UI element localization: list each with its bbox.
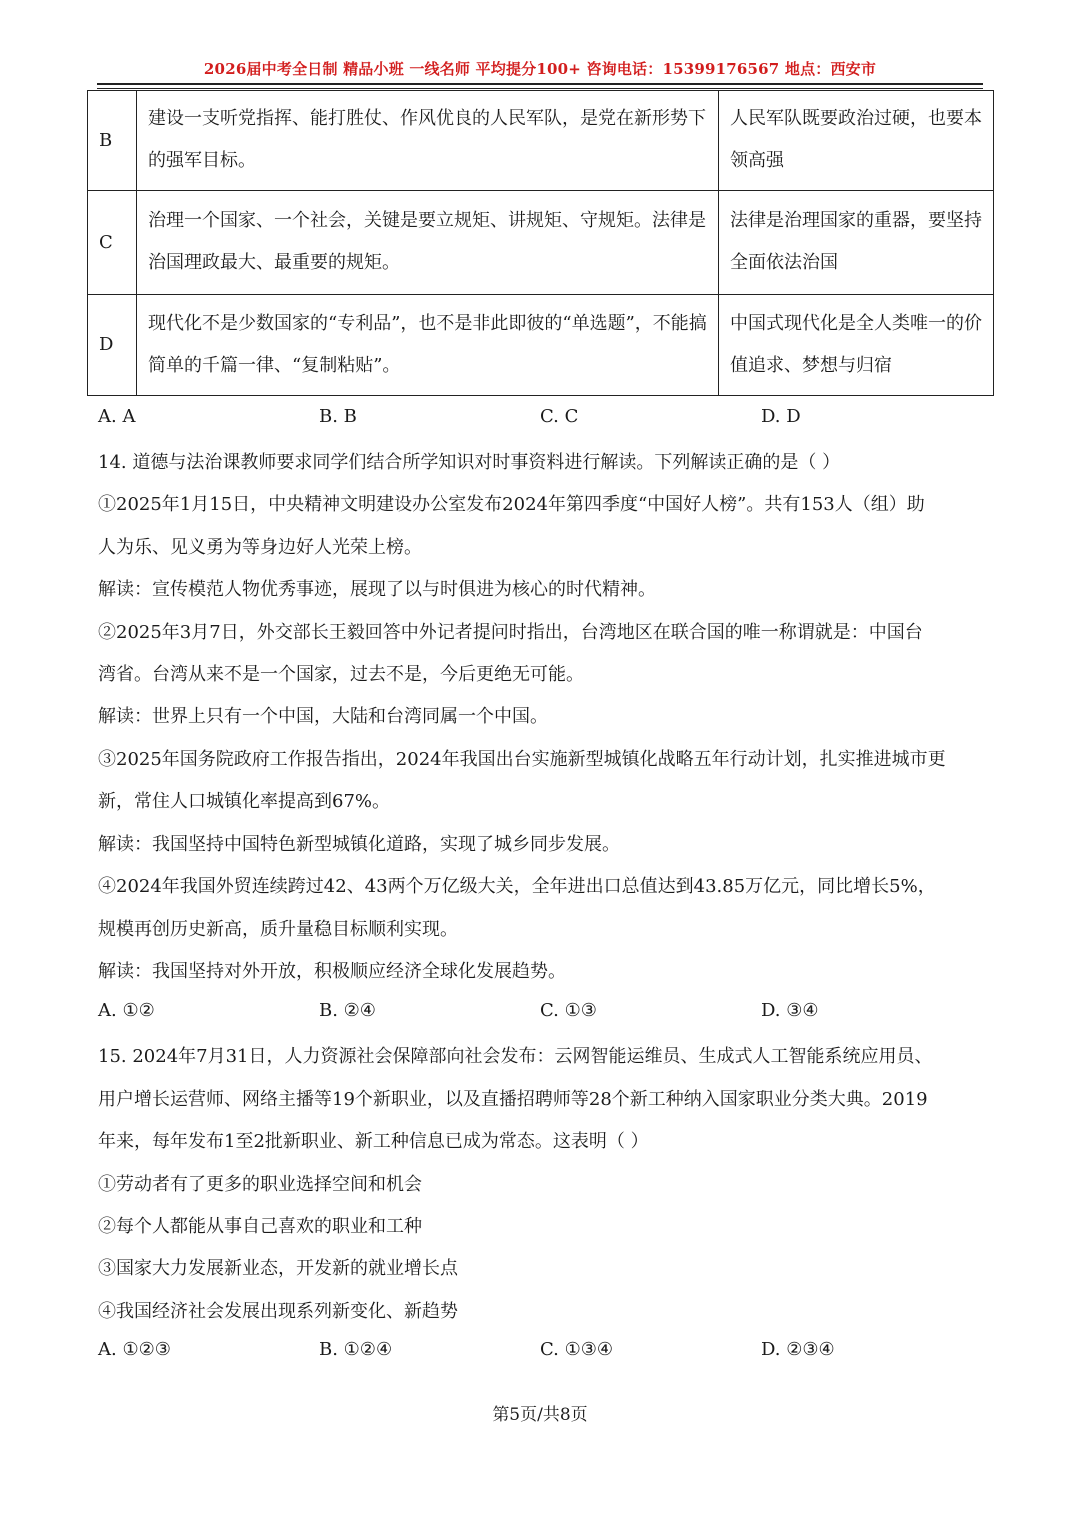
q14-stem: 14. 道德与法治课教师要求同学们结合所学知识对时事资料进行解读。下列解读正确的是（ ） [98, 452, 841, 473]
choice-c[interactable]: C. ①③ [540, 1000, 597, 1021]
choice-d[interactable]: D. ③④ [761, 1000, 819, 1021]
q14-item-3: ③2025年国务院政府工作报告指出，2024年我国出台实施新型城镇化战略五年行动计划，扎实推进城市更 [98, 749, 946, 770]
material-cell: 治理一个国家、一个社会，关键是要立规矩、讲规矩、守规矩。法律是治国理政最大、最重要的规矩。 [137, 191, 719, 295]
choice-d[interactable]: D. D [761, 406, 801, 427]
q15-stem-cont-1: 用户增长运营师、网络主播等19个新职业，以及直播招聘师等28个新工种纳入国家职业分类大典。2019 [98, 1089, 928, 1110]
q15-item-3: ③国家大力发展新业态，开发新的就业增长点 [98, 1258, 458, 1279]
q14-item-2: ②2025年3月7日，外交部长王毅回答中外记者提问时指出，台湾地区在联合国的唯一称谓就是：中国台 [98, 622, 923, 643]
page-number: 第5页/共8页 [492, 1405, 588, 1425]
table-row [88, 91, 994, 191]
q14-interpretation-1: 解读：宣传模范人物优秀事迹，展现了以与时俱进为核心的时代精神。 [98, 579, 656, 600]
choice-b[interactable]: B. B [319, 406, 357, 427]
q15-choices [98, 1339, 998, 1365]
q15-stem-cont-2: 年来，每年发布1至2批新职业、新工种信息已成为常态。这表明（ ） [98, 1131, 649, 1152]
header-rule-thin [97, 88, 983, 89]
material-cell: 建设一支听党指挥、能打胜仗、作风优良的人民军队，是党在新形势下的强军目标。 [137, 91, 719, 191]
page-header-banner: 2026届中考全日制 精品小班 一线名师 平均提分100+ 咨询电话：15399176567 地点：西安市 [203, 60, 877, 78]
q15-item-1: ①劳动者有了更多的职业选择空间和机会 [98, 1174, 422, 1195]
viewpoint-cell: 中国式现代化是全人类唯一的价值追求、梦想与归宿 [719, 295, 994, 396]
q15-item-2: ②每个人都能从事自己喜欢的职业和工种 [98, 1216, 422, 1237]
option-letter: B [88, 91, 137, 191]
table-row [88, 295, 994, 396]
q14-interpretation-3: 解读：我国坚持中国特色新型城镇化道路，实现了城乡同步发展。 [98, 834, 620, 855]
viewpoint-cell: 人民军队既要政治过硬，也要本领高强 [719, 91, 994, 191]
q14-interpretation-2: 解读：世界上只有一个中国，大陆和台湾同属一个中国。 [98, 706, 548, 727]
q14-item-1: ①2025年1月15日，中央精神文明建设办公室发布2024年第四季度“中国好人榜”。共有153人（组）助 [98, 494, 925, 515]
choice-d[interactable]: D. ②③④ [761, 1339, 835, 1360]
q14-item-4-cont: 规模再创历史新高，质升量稳目标顺利实现。 [98, 919, 458, 940]
options-table [87, 90, 994, 396]
choice-a[interactable]: A. ①② [98, 1000, 155, 1021]
choice-b[interactable]: B. ②④ [319, 1000, 376, 1021]
material-cell: 现代化不是少数国家的“专利品”，也不是非此即彼的“单选题”，不能搞简单的千篇一律、“复制粘贴”。 [137, 295, 719, 396]
q14-item-4: ④2024年我国外贸连续跨过42、43两个万亿级大关，全年进出口总值达到43.85万亿元，同比增长5%， [98, 876, 936, 897]
option-letter: D [88, 295, 137, 396]
choice-a[interactable]: A. A [98, 406, 136, 427]
q14-item-3-cont: 新，常住人口城镇化率提高到67%。 [98, 791, 391, 812]
table-row [88, 191, 994, 295]
q15-stem: 15. 2024年7月31日，人力资源社会保障部向社会发布：云网智能运维员、生成式人工智能系统应用员、 [98, 1046, 933, 1067]
q14-item-2-cont: 湾省。台湾从来不是一个国家，过去不是，今后更绝无可能。 [98, 664, 584, 685]
viewpoint-cell: 法律是治理国家的重器，要坚持全面依法治国 [719, 191, 994, 295]
q13-choices [98, 406, 998, 432]
header-rule-thick [97, 83, 983, 85]
option-letter: C [88, 191, 137, 295]
q14-choices [98, 1000, 998, 1026]
q14-interpretation-4: 解读：我国坚持对外开放，积极顺应经济全球化发展趋势。 [98, 961, 566, 982]
choice-c[interactable]: C. ①③④ [540, 1339, 613, 1360]
choice-b[interactable]: B. ①②④ [319, 1339, 393, 1360]
choice-a[interactable]: A. ①②③ [98, 1339, 171, 1360]
choice-c[interactable]: C. C [540, 406, 579, 427]
q15-item-4: ④我国经济社会发展出现系列新变化、新趋势 [98, 1301, 458, 1322]
q14-item-1-cont: 人为乐、见义勇为等身边好人光荣上榜。 [98, 537, 422, 558]
